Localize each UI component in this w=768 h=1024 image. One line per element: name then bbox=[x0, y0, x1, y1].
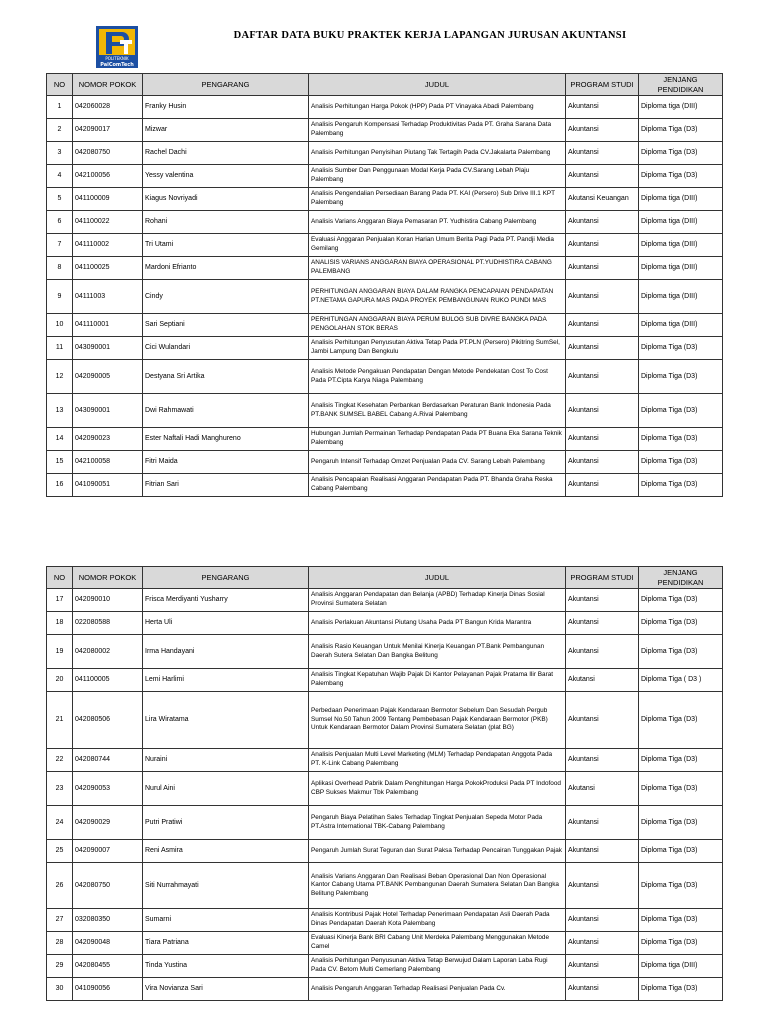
cell-nomor-pokok: 043090001 bbox=[73, 337, 143, 360]
data-table-2 bbox=[46, 566, 723, 1001]
cell-jenjang: Diploma Tiga (D3) bbox=[639, 589, 723, 612]
cell-jenjang: Diploma Tiga (D3) bbox=[639, 863, 723, 909]
cell-program-studi: Akuntansi bbox=[566, 451, 639, 474]
table-row bbox=[47, 840, 723, 863]
cell-no: 11 bbox=[47, 337, 73, 360]
cell-program-studi: Akuntansi bbox=[566, 955, 639, 978]
cell-no: 30 bbox=[47, 978, 73, 1001]
cell-pengarang: Sumarni bbox=[143, 909, 309, 932]
table-row bbox=[47, 234, 723, 257]
cell-no: 18 bbox=[47, 612, 73, 635]
cell-nomor-pokok: 042060028 bbox=[73, 96, 143, 119]
cell-judul: Analisis Rasio Keuangan Untuk Menilai Kinerja Keuangan PT.Bank Pembangunan Daerah Sutera Selatan Dan Bangka Belitung bbox=[309, 635, 566, 669]
cell-program-studi: Akuntansi bbox=[566, 474, 639, 497]
table-row bbox=[47, 474, 723, 497]
page-title: DAFTAR DATA BUKU PRAKTEK KERJA LAPANGAN JURUSAN AKUNTANSI bbox=[233, 30, 627, 41]
table-row bbox=[47, 314, 723, 337]
col-header-jenjang: JENJANG PENDIDIKAN bbox=[639, 74, 723, 96]
cell-no: 1 bbox=[47, 96, 73, 119]
palcomtech-logo bbox=[96, 26, 138, 68]
cell-judul: Analisis Sumber Dan Penggunaan Modal Kerja Pada CV.Sarang Lebah Plaju Palembang bbox=[309, 165, 566, 188]
cell-program-studi: Akuntansi bbox=[566, 360, 639, 394]
cell-jenjang: Diploma tiga (DIII) bbox=[639, 234, 723, 257]
cell-program-studi: Akuntansi bbox=[566, 337, 639, 360]
table-row bbox=[47, 772, 723, 806]
cell-no: 15 bbox=[47, 451, 73, 474]
cell-no: 16 bbox=[47, 474, 73, 497]
cell-no: 6 bbox=[47, 211, 73, 234]
cell-no: 8 bbox=[47, 257, 73, 280]
cell-jenjang: Diploma Tiga (D3) bbox=[639, 451, 723, 474]
cell-jenjang: Diploma Tiga (D3) bbox=[639, 978, 723, 1001]
cell-program-studi: Akutansi bbox=[566, 669, 639, 692]
cell-program-studi: Akuntansi bbox=[566, 96, 639, 119]
table-row bbox=[47, 612, 723, 635]
cell-program-studi: Akuntansi bbox=[566, 119, 639, 142]
cell-pengarang: Rohani bbox=[143, 211, 309, 234]
table-row bbox=[47, 749, 723, 772]
col-header-pengarang: PENGARANG bbox=[143, 567, 309, 589]
cell-no: 17 bbox=[47, 589, 73, 612]
cell-jenjang: Diploma Tiga (D3) bbox=[639, 119, 723, 142]
logo-text-2: PalComTech bbox=[100, 62, 134, 68]
cell-judul: Perbedaan Penerimaan Pajak Kendaraan Bermotor Sebelum Dan Sesudah Pergub Sumsel No.50 Tahun 2009 Tentang Pembebasan Pajak Kendaraan Bermotor (PKB) Untuk Kendaraan Bermotor Dalam Provinsi Sumatera Selatan (plat BG) bbox=[309, 692, 566, 749]
cell-nomor-pokok: 042090005 bbox=[73, 360, 143, 394]
cell-program-studi: Akuntansi bbox=[566, 909, 639, 932]
cell-no: 19 bbox=[47, 635, 73, 669]
cell-judul: Analisis Tingkat Kesehatan Perbankan Berdasarkan Peraturan Bank Indonesia Pada PT.BANK SUMSEL BABEL Cabang A.Rivai Palembang bbox=[309, 394, 566, 428]
cell-jenjang: Diploma Tiga (D3) bbox=[639, 394, 723, 428]
cell-nomor-pokok: 042080744 bbox=[73, 749, 143, 772]
cell-no: 5 bbox=[47, 188, 73, 211]
cell-no: 20 bbox=[47, 669, 73, 692]
cell-pengarang: Siti Nurrahmayati bbox=[143, 863, 309, 909]
cell-program-studi: Akuntansi bbox=[566, 749, 639, 772]
cell-nomor-pokok: 042090029 bbox=[73, 806, 143, 840]
cell-jenjang: Diploma Tiga (D3) bbox=[639, 635, 723, 669]
cell-judul: Analisis Pengaruh Kompensasi Terhadap Produktivitas Pada PT. Graha Sarana Data Palembang bbox=[309, 119, 566, 142]
cell-program-studi: Akuntansi bbox=[566, 257, 639, 280]
cell-program-studi: Akuntansi bbox=[566, 211, 639, 234]
cell-nomor-pokok: 041100009 bbox=[73, 188, 143, 211]
table-row bbox=[47, 165, 723, 188]
cell-nomor-pokok: 041090056 bbox=[73, 978, 143, 1001]
cell-no: 23 bbox=[47, 772, 73, 806]
cell-judul: Analisis Penjualan Multi Level Marketing (MLM) Terhadap Pendapatan Anggota Pada PT. K-Link Cabang Palembang bbox=[309, 749, 566, 772]
cell-nomor-pokok: 042080455 bbox=[73, 955, 143, 978]
logo-text-1: POLITEKNIK bbox=[105, 56, 129, 61]
cell-nomor-pokok: 042080506 bbox=[73, 692, 143, 749]
cell-jenjang: Diploma Tiga (D3) bbox=[639, 428, 723, 451]
cell-program-studi: Akuntansi bbox=[566, 589, 639, 612]
cell-judul: Pengaruh Biaya Pelatihan Sales Terhadap Tingkat Penjualan Sepeda Motor Pada PT.Astra International TBK-Cabang Palembang bbox=[309, 806, 566, 840]
table-row bbox=[47, 142, 723, 165]
cell-no: 7 bbox=[47, 234, 73, 257]
col-header-pengarang: PENGARANG bbox=[143, 74, 309, 96]
table-row bbox=[47, 589, 723, 612]
cell-program-studi: Akuntansi bbox=[566, 840, 639, 863]
cell-program-studi: Akuntansi bbox=[566, 932, 639, 955]
cell-program-studi: Akuntansi bbox=[566, 314, 639, 337]
cell-pengarang: Frisca Merdiyanti Yusharry bbox=[143, 589, 309, 612]
col-header-nomor-pokok: NOMOR POKOK bbox=[73, 567, 143, 589]
cell-program-studi: Akuntansi bbox=[566, 863, 639, 909]
cell-nomor-pokok: 042080002 bbox=[73, 635, 143, 669]
cell-pengarang: Mizwar bbox=[143, 119, 309, 142]
col-header-jenjang: JENJANG PENDIDIKAN bbox=[639, 567, 723, 589]
cell-pengarang: Dwi Rahmawati bbox=[143, 394, 309, 428]
cell-jenjang: Diploma tiga (DIII) bbox=[639, 96, 723, 119]
cell-jenjang: Diploma Tiga (D3) bbox=[639, 142, 723, 165]
cell-program-studi: Akutansi bbox=[566, 772, 639, 806]
cell-judul: Pengaruh Intensif Terhadap Omzet Penjualan Pada CV. Sarang Lebah Palembang bbox=[309, 451, 566, 474]
cell-judul: Evaluasi Anggaran Penjualan Koran Harian Umum Berita Pagi Pada PT. Pandji Media Gemilang bbox=[309, 234, 566, 257]
cell-nomor-pokok: 032080350 bbox=[73, 909, 143, 932]
cell-judul: Analisis Tingkat Kepatuhan Wajib Pajak Di Kantor Pelayanan Pajak Pratama Ilir Barat Palembang bbox=[309, 669, 566, 692]
cell-pengarang: Destyana Sri Artika bbox=[143, 360, 309, 394]
col-header-no: NO bbox=[47, 567, 73, 589]
cell-no: 25 bbox=[47, 840, 73, 863]
cell-pengarang: Sari Septiani bbox=[143, 314, 309, 337]
cell-nomor-pokok: 022080588 bbox=[73, 612, 143, 635]
cell-jenjang: Diploma tiga (DIII) bbox=[639, 211, 723, 234]
cell-jenjang: Diploma tiga (DIII) bbox=[639, 280, 723, 314]
table-row bbox=[47, 635, 723, 669]
cell-judul: Analisis Kontribusi Pajak Hotel Terhadap Penerimaan Pendapatan Asli Daerah Pada Dinas Pendapatan Daerah Kota Palembang bbox=[309, 909, 566, 932]
cell-jenjang: Diploma Tiga (D3) bbox=[639, 806, 723, 840]
cell-judul: Aplikasi Overhead Pabrik Dalam Penghitungan Harga PokokProduksi Pada PT Indofood CBP Sukses Makmur Tbk Palembang bbox=[309, 772, 566, 806]
cell-nomor-pokok: 04111003 bbox=[73, 280, 143, 314]
col-header-nomor-pokok: NOMOR POKOK bbox=[73, 74, 143, 96]
cell-jenjang: Diploma Tiga (D3) bbox=[639, 474, 723, 497]
cell-judul: Analisis Pengendalian Persediaan Barang Pada PT. KAI (Persero) Sub Drive III.1 KPT Palembang bbox=[309, 188, 566, 211]
cell-judul: Analisis Metode Pengakuan Pendapatan Dengan Metode Pendekatan Cost To Cost Pada PT.Cipta Karya Niaga Palembang bbox=[309, 360, 566, 394]
cell-nomor-pokok: 042090048 bbox=[73, 932, 143, 955]
cell-pengarang: Kiagus Novriyadi bbox=[143, 188, 309, 211]
cell-judul: PERHITUNGAN ANGGARAN BIAYA DALAM RANGKA PENCAPAIAN PENDAPATAN PT.NETAMA GAPURA MAS PADA PROYEK PEMBANGUNAN RUKO PUNDI MAS bbox=[309, 280, 566, 314]
table-row bbox=[47, 280, 723, 314]
cell-no: 27 bbox=[47, 909, 73, 932]
cell-jenjang: Diploma Tiga (D3) bbox=[639, 909, 723, 932]
cell-nomor-pokok: 042100056 bbox=[73, 165, 143, 188]
cell-program-studi: Akuntansi bbox=[566, 806, 639, 840]
col-header-program-studi: PROGRAM STUDI bbox=[566, 74, 639, 96]
cell-judul: Analisis Perhitungan Harga Pokok (HPP) Pada PT Vinayaka Abadi Palembang bbox=[309, 96, 566, 119]
cell-nomor-pokok: 042090023 bbox=[73, 428, 143, 451]
table-row bbox=[47, 909, 723, 932]
cell-pengarang: Nurul Aini bbox=[143, 772, 309, 806]
cell-jenjang: Diploma Tiga (D3) bbox=[639, 165, 723, 188]
table-row bbox=[47, 360, 723, 394]
cell-pengarang: Fitrian Sari bbox=[143, 474, 309, 497]
cell-no: 29 bbox=[47, 955, 73, 978]
cell-program-studi: Akuntansi bbox=[566, 692, 639, 749]
cell-pengarang: Nuraini bbox=[143, 749, 309, 772]
cell-pengarang: Irma Handayani bbox=[143, 635, 309, 669]
cell-program-studi: Akuntansi bbox=[566, 978, 639, 1001]
data-table-1 bbox=[46, 73, 723, 497]
cell-nomor-pokok: 043090001 bbox=[73, 394, 143, 428]
cell-program-studi: Akutansi Keuangan bbox=[566, 188, 639, 211]
cell-jenjang: Diploma Tiga (D3) bbox=[639, 692, 723, 749]
cell-pengarang: Ester Naftali Hadi Manghureno bbox=[143, 428, 309, 451]
cell-judul: Analisis Pencapaian Realisasi Anggaran Pendapatan Pada PT. Bhanda Graha Reska Cabang Palembang bbox=[309, 474, 566, 497]
cell-jenjang: Diploma tiga (DIII) bbox=[639, 257, 723, 280]
cell-jenjang: Diploma tiga (DIII) bbox=[639, 314, 723, 337]
cell-program-studi: Akuntansi bbox=[566, 234, 639, 257]
cell-judul: Analisis Perhitungan Penyusutan Aktiva Tetap Pada PT.PLN (Persero) Pikitring SumSel, Jambi Lampung Dan Bengkulu bbox=[309, 337, 566, 360]
cell-nomor-pokok: 041110002 bbox=[73, 234, 143, 257]
col-header-no: NO bbox=[47, 74, 73, 96]
cell-nomor-pokok: 042080750 bbox=[73, 142, 143, 165]
cell-pengarang: Tinda Yustina bbox=[143, 955, 309, 978]
cell-pengarang: Mardoni Efrianto bbox=[143, 257, 309, 280]
table-row bbox=[47, 806, 723, 840]
cell-no: 2 bbox=[47, 119, 73, 142]
cell-pengarang: Vira Novianza Sari bbox=[143, 978, 309, 1001]
cell-nomor-pokok: 042080750 bbox=[73, 863, 143, 909]
cell-program-studi: Akuntansi bbox=[566, 612, 639, 635]
col-header-program-studi: PROGRAM STUDI bbox=[566, 567, 639, 589]
cell-pengarang: Rachel Dachi bbox=[143, 142, 309, 165]
cell-judul: Analisis Anggaran Pendapatan dan Belanja (APBD) Terhadap Kinerja Dinas Sosial Provinsi Sumatera Selatan bbox=[309, 589, 566, 612]
cell-program-studi: Akuntansi bbox=[566, 165, 639, 188]
cell-nomor-pokok: 041100025 bbox=[73, 257, 143, 280]
cell-judul: Analisis Varians Anggaran Dan Realisasi Beban Operasional Dan Non Operasional Kantor Cabang Utama PT.BANK Pembangunan Daerah Sumatera Selatan Dan Bangka Belitung Palembang bbox=[309, 863, 566, 909]
table-row bbox=[47, 978, 723, 1001]
cell-pengarang: Yessy valentina bbox=[143, 165, 309, 188]
cell-no: 14 bbox=[47, 428, 73, 451]
cell-pengarang: Fitri Maida bbox=[143, 451, 309, 474]
table-row bbox=[47, 96, 723, 119]
table-row bbox=[47, 257, 723, 280]
cell-judul: PERHITUNGAN ANGGARAN BIAYA PERUM BULOG SUB DIVRE BANGKA PADA PENGOLAHAN STOK BERAS bbox=[309, 314, 566, 337]
cell-jenjang: Diploma Tiga (D3) bbox=[639, 749, 723, 772]
cell-jenjang: Diploma Tiga (D3) bbox=[639, 772, 723, 806]
cell-nomor-pokok: 042100058 bbox=[73, 451, 143, 474]
cell-jenjang: Diploma Tiga ( D3 ) bbox=[639, 669, 723, 692]
cell-jenjang: Diploma Tiga (D3) bbox=[639, 932, 723, 955]
cell-nomor-pokok: 042090007 bbox=[73, 840, 143, 863]
cell-no: 3 bbox=[47, 142, 73, 165]
table-row bbox=[47, 188, 723, 211]
table-row bbox=[47, 669, 723, 692]
cell-pengarang: Cici Wulandari bbox=[143, 337, 309, 360]
cell-judul: Analisis Varians Anggaran Biaya Pemasaran PT. Yudhistira Cabang Palembang bbox=[309, 211, 566, 234]
cell-no: 4 bbox=[47, 165, 73, 188]
col-header-judul: JUDUL bbox=[309, 74, 566, 96]
table-row bbox=[47, 955, 723, 978]
col-header-judul: JUDUL bbox=[309, 567, 566, 589]
cell-pengarang: Reni Asmira bbox=[143, 840, 309, 863]
cell-nomor-pokok: 041110001 bbox=[73, 314, 143, 337]
table-row bbox=[47, 863, 723, 909]
table-row bbox=[47, 211, 723, 234]
cell-jenjang: Diploma Tiga (D3) bbox=[639, 612, 723, 635]
cell-no: 21 bbox=[47, 692, 73, 749]
table-row bbox=[47, 394, 723, 428]
cell-jenjang: Diploma Tiga (D3) bbox=[639, 840, 723, 863]
table-row bbox=[47, 119, 723, 142]
cell-jenjang: Diploma Tiga (D3) bbox=[639, 337, 723, 360]
cell-pengarang: Lira Wiratama bbox=[143, 692, 309, 749]
cell-judul: Analisis Perhitungan Penyisihan Piutang Tak Tertagih Pada CV.Jakalarta Palembang bbox=[309, 142, 566, 165]
cell-judul: Analisis Pengaruh Anggaran Terhadap Realisasi Penjualan Pada Cv. bbox=[309, 978, 566, 1001]
cell-pengarang: Tiara Patriana bbox=[143, 932, 309, 955]
cell-program-studi: Akuntansi bbox=[566, 635, 639, 669]
cell-pengarang: Putri Pratiwi bbox=[143, 806, 309, 840]
cell-nomor-pokok: 041100022 bbox=[73, 211, 143, 234]
table-row bbox=[47, 932, 723, 955]
cell-judul: Pengaruh Jumlah Surat Teguran dan Surat Paksa Terhadap Pencairan Tunggakan Pajak bbox=[309, 840, 566, 863]
table-row bbox=[47, 337, 723, 360]
cell-judul: Analisis Perhitungan Penyusunan Aktiva Tetap Berwujud Dalam Laporan Laba Rugi Pada CV. Betom Multi Cemerlang Palembang bbox=[309, 955, 566, 978]
cell-no: 26 bbox=[47, 863, 73, 909]
cell-pengarang: Lemi Harlimi bbox=[143, 669, 309, 692]
cell-no: 28 bbox=[47, 932, 73, 955]
cell-jenjang: Diploma tiga (DIII) bbox=[639, 188, 723, 211]
cell-no: 13 bbox=[47, 394, 73, 428]
cell-nomor-pokok: 042090053 bbox=[73, 772, 143, 806]
cell-judul: ANALISIS VARIANS ANGGARAN BIAYA OPERASIONAL PT.YUDHISTIRA CABANG PALEMBANG bbox=[309, 257, 566, 280]
cell-no: 9 bbox=[47, 280, 73, 314]
cell-no: 12 bbox=[47, 360, 73, 394]
cell-program-studi: Akuntansi bbox=[566, 428, 639, 451]
cell-judul: Evaluasi Kinerja Bank BRI Cabang Unit Merdeka Palembang Menggunakan Metode Camel bbox=[309, 932, 566, 955]
cell-judul: Hubungan Jumlah Permainan Terhadap Pendapatan Pada PT Buana Eka Sarana Teknik Palembang bbox=[309, 428, 566, 451]
cell-program-studi: Akuntansi bbox=[566, 142, 639, 165]
table-row bbox=[47, 428, 723, 451]
cell-program-studi: Akuntansi bbox=[566, 280, 639, 314]
cell-judul: Analisis Perlakuan Akuntansi Piutang Usaha Pada PT Bangun Krida Marantra bbox=[309, 612, 566, 635]
cell-pengarang: Herta Uli bbox=[143, 612, 309, 635]
cell-program-studi: Akuntansi bbox=[566, 394, 639, 428]
cell-nomor-pokok: 042090017 bbox=[73, 119, 143, 142]
cell-nomor-pokok: 041090051 bbox=[73, 474, 143, 497]
cell-pengarang: Cindy bbox=[143, 280, 309, 314]
cell-nomor-pokok: 041100005 bbox=[73, 669, 143, 692]
cell-jenjang: Diploma tiga (DIII) bbox=[639, 955, 723, 978]
cell-no: 10 bbox=[47, 314, 73, 337]
table-row bbox=[47, 451, 723, 474]
cell-no: 24 bbox=[47, 806, 73, 840]
cell-nomor-pokok: 042090010 bbox=[73, 589, 143, 612]
cell-pengarang: Tri Utami bbox=[143, 234, 309, 257]
cell-no: 22 bbox=[47, 749, 73, 772]
cell-pengarang: Franky Husin bbox=[143, 96, 309, 119]
cell-jenjang: Diploma Tiga (D3) bbox=[639, 360, 723, 394]
table-row bbox=[47, 692, 723, 749]
